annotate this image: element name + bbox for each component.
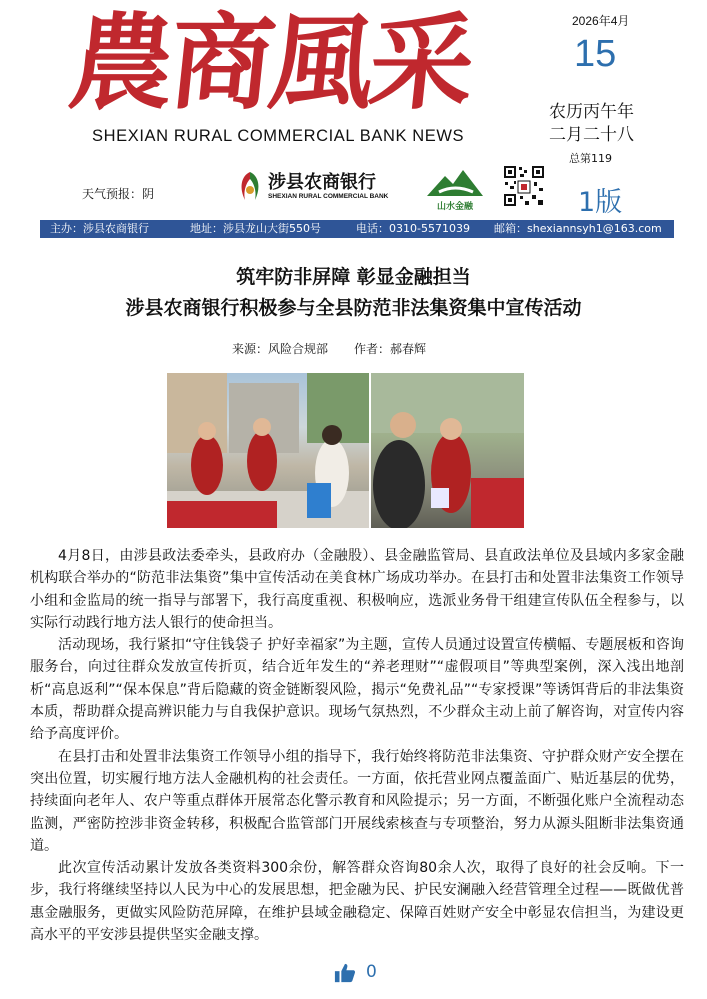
bank-name-cn: 涉县农商银行	[268, 172, 376, 193]
info-host: 主办：涉县农商银行	[50, 222, 149, 235]
like-count: 0	[366, 962, 377, 982]
masthead-title: 農商風采	[63, 1, 477, 124]
info-bar	[40, 220, 674, 238]
weather-forecast: 天气预报：阴	[82, 187, 155, 201]
article-photo-left	[167, 373, 369, 528]
article-author: 作者：郝春辉	[354, 342, 427, 356]
mountain-icon	[423, 166, 487, 200]
article-paragraph: 在县打击和处置非法集资工作领导小组的指导下，我行始终将防范非法集资、守护群众财产安全摆在突出位置，切实履行地方法人金融机构的社会责任。一方面，依托营业网点覆盖面广、贴近基层的优势，持续面向老年人、农户等重点群体开展常态化警示教育和风险提示；另一方面，不断强化账户全流程动态监测，严密防控涉非资金转移，积极配合监管部门开展线索核查与专项整治，努力从源头阻断非法集资通道。	[30, 748, 684, 854]
bank-logo	[235, 168, 405, 206]
lunar-year: 农历丙午年	[549, 102, 634, 122]
mountain-logo	[423, 166, 487, 212]
article-paragraph: 此次宣传活动累计发放各类资料300余份，解答群众咨询80余人次，取得了良好的社会反响。下一步，我行将继续坚持以人民为中心的发展思想，把金融为民、护民安澜融入经营管理全过程——既做优普惠金融服务，更做实风险防范屏障，在维护县域金融稳定、保障百姓财产安全中彰显农信担当，为建设更高水平的平安涉县提供坚实金融支撑。	[30, 860, 684, 944]
date-day: 15	[574, 33, 617, 75]
info-phone: 电话：0310-5571039	[356, 222, 470, 235]
date-year-month: 2026年4月	[572, 14, 630, 28]
article-paragraph: 活动现场，我行紧扣“守住钱袋子 护好幸福家”为主题，宣传人员通过设置宣传横幅、专题展板和咨询服务台，向过往群众发放宣传折页，结合近年发生的“养老理财”“虚假项目”等典型案例，深入浅出地剖析“高息返利”“保本保息”背后隐藏的资金链断裂风险，揭示“免费礼品”“专家授课”等诱饵背后的非法集资本质，帮助群众提高辨识能力与自我保护意识。现场气氛热烈，不少群众主动上前了解咨询，对宣传内容给予高度评价。	[30, 637, 684, 743]
photo-right-scene	[371, 373, 524, 528]
article-source: 来源：风险合规部	[232, 342, 329, 356]
article-photo-right	[371, 373, 524, 528]
issue-total: 总第119	[569, 152, 612, 165]
info-email: 邮箱：shexiannsyh1@163.com	[494, 222, 662, 235]
headline-sub: 涉县农商银行积极参与全县防范非法集资集中宣传活动	[125, 297, 582, 319]
photo-left-scene	[167, 373, 369, 528]
bank-emblem-icon	[235, 170, 265, 204]
mountain-logo-text: 山水金融	[436, 202, 473, 212]
bank-name-en: SHEXIAN RURAL COMMERCIAL BANK	[268, 193, 389, 200]
article-paragraph: 4月8日，由涉县政法委牵头，县政府办（金融股）、县金融监管局、县直政法单位及县域内多家金融机构联合举办的“防范非法集资”集中宣传活动在美食林广场成功举办。在县打击和处置非法集资工作领导小组和金监局的统一指导与部署下，我行高度重视、积极响应，选派业务骨干组建宣传队伍全程参与，以实际行动践行地方法人银行的使命担当。	[30, 548, 684, 631]
info-address: 地址：涉县龙山大街550号	[190, 222, 321, 235]
masthead-subtitle: SHEXIAN RURAL COMMERCIAL BANK NEWS	[92, 127, 465, 145]
lunar-day: 二月二十八	[549, 125, 634, 145]
edition-number: 1版	[578, 187, 623, 218]
article-body	[30, 545, 684, 946]
headline-main: 筑牢防非屏障 彰显金融担当	[236, 266, 471, 288]
thumbs-up-icon[interactable]	[334, 962, 356, 984]
qr-code-icon	[502, 164, 546, 208]
byline	[232, 340, 426, 357]
